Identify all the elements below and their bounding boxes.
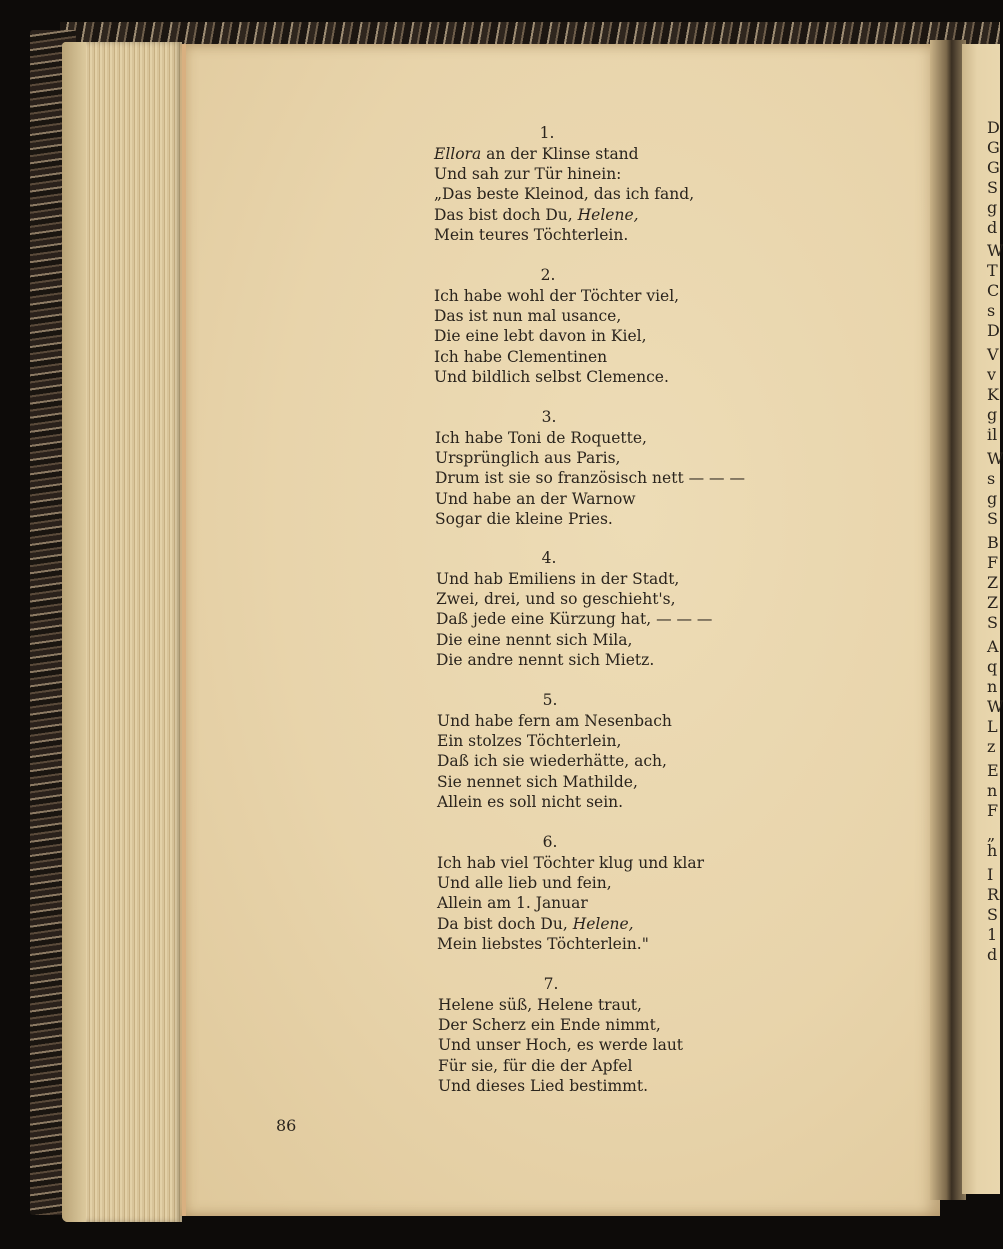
facing-page-letter: E [987, 761, 999, 780]
facing-page-letter: T [987, 261, 998, 280]
facing-page-letter: s [987, 469, 996, 488]
poem-line [435, 468, 745, 488]
poem-line [435, 448, 620, 468]
poem-line [437, 731, 621, 751]
poem-line-segment: an der Klinse stand [481, 145, 639, 163]
poem-line [438, 1056, 632, 1076]
book-gutter [930, 40, 966, 1200]
poem-line-segment: Ich habe Clementinen [434, 347, 608, 366]
poem-line [434, 347, 607, 367]
poem-line-segment: Sogar die kleine Pries. [435, 509, 613, 528]
poem-line [435, 489, 636, 509]
poem-line [434, 326, 647, 346]
poem-line-italic-segment: Helene, [577, 205, 639, 224]
stanza-number: 3. [541, 408, 557, 426]
facing-page-letter: „ [987, 825, 996, 844]
poem-line-italic-segment: Helene, [572, 914, 634, 933]
poem-line-segment: „Das beste Kleinod, das ich fand, [434, 185, 695, 204]
poem-line-segment: Ursprünglich aus Paris, [435, 449, 621, 468]
facing-page-letter: il [987, 425, 998, 444]
facing-page-letter: F [987, 553, 999, 572]
facing-page-letter: W [987, 241, 1003, 260]
facing-page-letter: L [987, 717, 998, 736]
facing-page-letter: G [987, 138, 1000, 157]
poem-line-segment: Und habe fern am Nesenbach [437, 712, 672, 730]
facing-page-letter: S [987, 509, 998, 528]
facing-page-letter: F [987, 801, 999, 820]
poem-line [435, 509, 613, 529]
facing-page-letter: B [987, 533, 999, 552]
poem-line [434, 225, 628, 245]
poem-line-segment: Und dieses Lied bestimmt. [438, 1076, 649, 1095]
poem-line [437, 772, 638, 792]
poem-line-segment: Da bist doch Du, [437, 914, 573, 933]
facing-page-letter: D [987, 118, 1000, 137]
poem-line [436, 650, 654, 670]
poem-line-segment: Drum ist sie so französisch nett — — — [435, 469, 745, 488]
facing-page-letter: S [987, 905, 998, 924]
poem-line [438, 995, 642, 1015]
poem-line [437, 914, 634, 934]
poem-line [437, 751, 667, 771]
facing-page-letter: Z [987, 573, 999, 592]
poem-line [437, 893, 588, 913]
poem-line-segment: Und alle lieb und fein, [437, 874, 612, 893]
facing-page-letter: K [987, 385, 999, 404]
poem-line [437, 873, 612, 893]
poem-line [434, 367, 669, 387]
poem-line [436, 589, 676, 609]
poem-line-segment: Die eine lebt davon in Kiel, [434, 327, 647, 346]
poem-line [438, 1035, 683, 1055]
facing-page-letter: W [987, 449, 1003, 468]
facing-page-letter: A [987, 637, 999, 656]
facing-page-letter: 1 [987, 925, 998, 944]
poem-line [434, 306, 621, 326]
poem-line [438, 1076, 648, 1096]
poem-line-segment: Daß ich sie wiederhätte, ach, [437, 752, 667, 771]
poem-line-segment: Sie nennet sich Mathilde, [437, 772, 638, 791]
poem-line-segment: Das ist nun mal usance, [434, 307, 622, 326]
poem-line [434, 184, 694, 204]
poem-line-segment: Zwei, drei, und so geschieht's, [436, 590, 676, 609]
poem-line-segment: Und bildlich selbst Clemence. [434, 367, 669, 386]
facing-page-letter: q [987, 657, 998, 676]
facing-page-letter: v [987, 365, 997, 384]
poem-line-segment: Und unser Hoch, es werde laut [438, 1036, 684, 1055]
facing-page-letter: g [987, 405, 998, 424]
facing-page-letter: z [987, 737, 996, 756]
facing-page-letter: Z [987, 593, 999, 612]
page-edge-line [182, 44, 186, 1216]
facing-page-letter: R [987, 885, 1000, 904]
poem-line [436, 609, 712, 629]
stanza-number: 7. [543, 975, 559, 993]
poem-line [434, 286, 679, 306]
poem-line-segment: Ein stolzes Töchterlein, [437, 732, 622, 751]
stanza-number: 4. [541, 549, 557, 567]
poem-line-segment: Und habe an der Warnow [435, 489, 636, 508]
facing-page-letter: h [987, 841, 998, 860]
poem-line-segment: Die andre nennt sich Mietz. [436, 650, 655, 669]
facing-page-letter: s [987, 301, 996, 320]
facing-page-letter: G [987, 158, 1000, 177]
poem-line-segment: Allein am 1. Januar [437, 894, 588, 913]
facing-page-letter: C [987, 281, 1000, 300]
facing-page-letter: g [987, 489, 998, 508]
poem-line-segment: Und hab Emiliens in der Stadt, [436, 570, 680, 588]
poem-line [436, 569, 679, 589]
poem-line [438, 1015, 661, 1035]
poem-line-segment: Ich habe Toni de Roquette, [435, 429, 647, 447]
poem-line-italic-segment: Ellora [434, 145, 482, 163]
stanza-number: 6. [542, 833, 558, 851]
poem-line-segment: Und sah zur Tür hinein: [434, 165, 622, 184]
poem-line [437, 934, 649, 954]
page-stack-edge [62, 42, 86, 1222]
poem-line [434, 205, 639, 225]
poem-line-segment: Für sie, für die der Apfel [438, 1056, 633, 1075]
poem-line [435, 428, 647, 448]
poem-line-segment: Ich hab viel Töchter klug und klar [437, 854, 705, 872]
poem-line [437, 792, 623, 812]
facing-page-letter: d [987, 218, 998, 237]
facing-page-letter: W [987, 697, 1003, 716]
poem-line-segment: Allein es soll nicht sein. [437, 792, 624, 811]
poem-line-segment: Die eine nennt sich Mila, [436, 630, 633, 649]
stanza-number: 5. [542, 691, 558, 709]
poem-line [434, 144, 639, 164]
poem-line-segment: Mein teures Töchterlein. [434, 225, 629, 244]
stanza-number: 1. [539, 124, 555, 142]
facing-page-letter: n [987, 781, 998, 800]
facing-page-letter: I [987, 865, 994, 884]
poem-line-segment: Mein liebstes Töchterlein." [437, 934, 649, 953]
poem-line [437, 711, 672, 731]
poem-line-segment: Das bist doch Du, [434, 205, 578, 224]
page-number: 86 [276, 1116, 297, 1135]
poem-line-segment: Helene süß, Helene traut, [438, 996, 642, 1014]
facing-page-letter: S [987, 178, 998, 197]
poem-line-segment: Daß jede eine Kürzung hat, — — — [436, 610, 713, 629]
poem-line-segment: Ich habe wohl der Töchter viel, [434, 287, 680, 305]
facing-page-letter: D [987, 321, 1000, 340]
facing-page-letter: V [987, 345, 999, 364]
stanza-number: 2. [540, 266, 556, 284]
poem-line [434, 164, 621, 184]
poem-line [437, 853, 704, 873]
poem-line [436, 630, 632, 650]
facing-page-letter: d [987, 945, 998, 964]
facing-page-letter: n [987, 677, 998, 696]
facing-page-letter: S [987, 613, 998, 632]
facing-page-letter: g [987, 198, 998, 217]
poem-line-segment: Der Scherz ein Ende nimmt, [438, 1016, 661, 1035]
